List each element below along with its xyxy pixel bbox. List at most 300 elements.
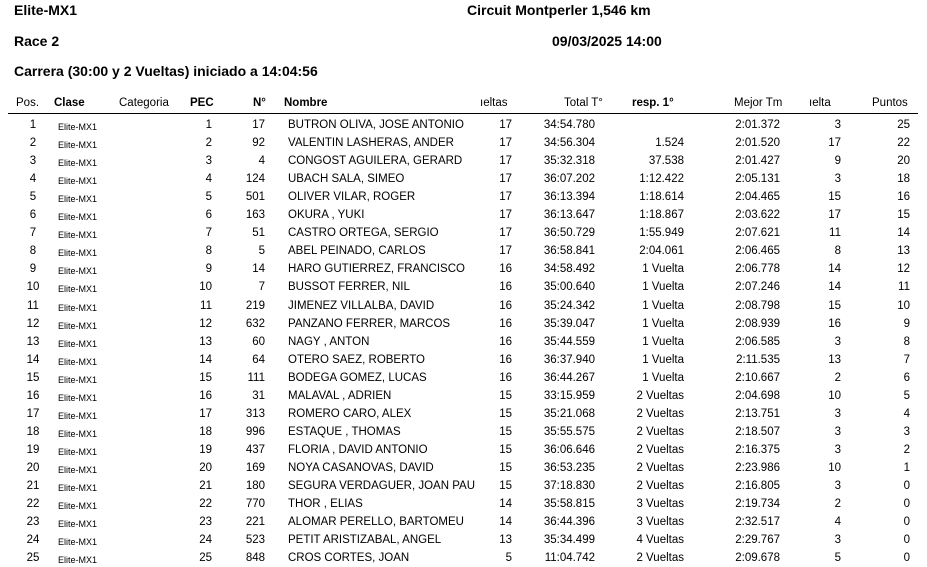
- cell-pec: 23: [199, 516, 212, 529]
- cell-clase: Elite-MX1: [58, 392, 98, 403]
- cell-vueltas: 16: [499, 281, 512, 294]
- cell-vuelta: 3: [834, 335, 841, 348]
- cell-vueltas: 17: [499, 209, 512, 222]
- cell-clase: Elite-MX1: [58, 428, 98, 439]
- cell-pec: 19: [199, 443, 212, 456]
- cell-vueltas: 17: [499, 191, 512, 204]
- cell-puntos: 1: [903, 461, 910, 474]
- cell-puntos: 5: [903, 389, 910, 402]
- cell-vuelta: 4: [834, 516, 841, 529]
- table-row: [0, 531, 927, 549]
- cell-num: 437: [245, 443, 265, 456]
- cell-mejor: 2:32.517: [735, 516, 780, 529]
- cell-vuelta: 10: [828, 389, 841, 402]
- cell-vuelta: 11: [829, 227, 841, 240]
- cell-clase: Elite-MX1: [58, 555, 98, 566]
- cell-total: 36:58.841: [543, 245, 595, 258]
- cell-vuelta: 14: [828, 263, 841, 276]
- cell-clase: Elite-MX1: [58, 302, 98, 313]
- cell-mejor: 2:05.131: [735, 173, 780, 186]
- cell-num: 163: [245, 209, 265, 222]
- table-row: [0, 315, 927, 333]
- cell-total: 35:55.575: [543, 425, 595, 438]
- cell-pec: 9: [205, 263, 212, 276]
- cell-vueltas: 16: [499, 299, 512, 312]
- cell-pec: 22: [199, 498, 212, 511]
- cell-clase: Elite-MX1: [58, 537, 98, 548]
- cell-total: 35:32.318: [543, 155, 595, 168]
- cell-total: 35:21.068: [543, 407, 595, 420]
- cell-mejor: 2:06.465: [735, 245, 780, 258]
- cell-mejor: 2:01.427: [735, 155, 780, 168]
- cell-total: 37:18.830: [543, 480, 595, 492]
- cell-vueltas: 16: [499, 335, 512, 348]
- cell-pos: 2: [29, 137, 37, 150]
- cell-clase: Elite-MX1: [58, 374, 98, 385]
- cell-vueltas: 15: [499, 461, 512, 474]
- cell-resp: 4 Vueltas: [636, 534, 684, 547]
- cell-total: 36:37.940: [543, 353, 595, 366]
- cell-mejor: 2:06.778: [735, 263, 780, 276]
- cell-nombre: VALENTIN LASHERAS, ANDER: [288, 137, 454, 150]
- cell-clase: Elite-MX1: [58, 230, 98, 241]
- cell-total: 35:34.499: [543, 534, 595, 547]
- cell-total: 33:15.959: [543, 389, 595, 402]
- col-clase: Clase: [54, 97, 85, 109]
- cell-clase: Elite-MX1: [58, 266, 98, 277]
- table-row: [0, 116, 927, 134]
- cell-vuelta: 2: [834, 498, 841, 511]
- cell-resp: 2 Vueltas: [636, 552, 684, 565]
- cell-puntos: 9: [903, 317, 910, 330]
- cell-resp: 3 Vueltas: [636, 498, 684, 511]
- cell-puntos: 0: [903, 552, 910, 565]
- cell-vuelta: 3: [834, 480, 841, 492]
- cell-mejor: 2:08.798: [735, 299, 780, 312]
- table-row: [0, 405, 927, 423]
- col-nombre: Nombre: [284, 97, 328, 109]
- cell-pec: 11: [200, 299, 212, 312]
- cell-resp: 1:18.614: [639, 191, 684, 204]
- cell-resp: 1 Vuelta: [642, 335, 684, 348]
- cell-vuelta: 15: [828, 299, 841, 312]
- table-row: [0, 260, 927, 278]
- cell-puntos: 25: [897, 119, 910, 131]
- cell-pec: 17: [199, 407, 212, 420]
- cell-vuelta: 15: [828, 191, 841, 204]
- cell-mejor: 2:16.805: [735, 480, 780, 492]
- cell-vueltas: 17: [499, 155, 512, 168]
- cell-nombre: FLORIA , DAVID ANTONIO: [288, 443, 428, 456]
- cell-num: 313: [245, 407, 265, 420]
- cell-nombre: CROS CORTES, JOAN: [288, 552, 410, 565]
- cell-mejor: 2:11.535: [736, 353, 780, 366]
- cell-vueltas: 16: [499, 263, 512, 276]
- cell-total: 35:00.640: [543, 281, 595, 294]
- cell-mejor: 2:13.751: [735, 407, 780, 420]
- cell-resp: 3 Vueltas: [636, 516, 684, 529]
- table-row: [0, 387, 927, 405]
- cell-clase: Elite-MX1: [58, 122, 98, 132]
- cell-clase: Elite-MX1: [58, 446, 98, 457]
- cell-vueltas: 14: [499, 516, 512, 529]
- cell-total: 36:50.729: [543, 227, 595, 240]
- cell-nombre: MALAVAL , ADRIEN: [288, 389, 392, 402]
- cell-vueltas: 5: [505, 552, 512, 565]
- col-puntos: Puntos: [872, 97, 908, 109]
- cell-pec: 15: [199, 371, 212, 384]
- cell-puntos: 18: [897, 173, 910, 186]
- col-categoria: Categoria: [119, 97, 169, 109]
- cell-vuelta: 3: [834, 443, 841, 456]
- cell-vueltas: 15: [499, 480, 512, 492]
- cell-vuelta: 9: [834, 155, 841, 168]
- cell-total: 35:44.559: [543, 335, 595, 348]
- cell-clase: Elite-MX1: [58, 140, 98, 151]
- col-pos: Pos.: [16, 97, 40, 109]
- cell-num: 92: [252, 137, 265, 150]
- cell-pos: 20: [26, 461, 40, 474]
- cell-total: 11:04.742: [544, 552, 595, 565]
- cell-num: 219: [245, 299, 265, 312]
- cell-clase: Elite-MX1: [58, 158, 98, 169]
- cell-pos: 3: [29, 155, 37, 168]
- cell-clase: Elite-MX1: [58, 501, 98, 512]
- cell-num: 64: [252, 353, 265, 366]
- cell-resp: 2 Vueltas: [636, 425, 684, 438]
- cell-nombre: CASTRO ORTEGA, SERGIO: [288, 227, 439, 240]
- cell-total: 36:44.396: [543, 516, 595, 529]
- cell-pec: 5: [205, 191, 212, 204]
- cell-pos: 12: [26, 317, 40, 330]
- cell-pos: 19: [26, 443, 40, 456]
- cell-clase: Elite-MX1: [58, 410, 98, 421]
- cell-mejor: 2:23.986: [735, 461, 780, 474]
- cell-mejor: 2:04.465: [735, 191, 780, 204]
- cell-pos: 16: [26, 389, 40, 402]
- cell-resp: 1:18.867: [639, 209, 684, 222]
- cell-num: 523: [245, 534, 265, 547]
- table-row: [0, 441, 927, 459]
- cell-vueltas: 15: [499, 389, 512, 402]
- cell-mejor: 2:03.622: [735, 209, 780, 222]
- cell-puntos: 13: [897, 245, 910, 258]
- header-divider: [8, 113, 918, 114]
- cell-clase: Elite-MX1: [58, 356, 98, 367]
- cell-num: 17: [252, 119, 265, 131]
- cell-mejor: 2:01.520: [735, 137, 780, 150]
- table-row: [0, 206, 927, 224]
- cell-resp: 2 Vueltas: [636, 480, 684, 492]
- cell-resp: 2 Vueltas: [636, 443, 684, 456]
- cell-nombre: OLIVER VILAR, ROGER: [288, 191, 416, 204]
- cell-vuelta: 8: [834, 245, 841, 258]
- cell-nombre: PETIT ARISTIZABAL, ANGEL: [288, 534, 442, 547]
- cell-puntos: 20: [897, 155, 910, 168]
- cell-pos: 22: [26, 498, 40, 511]
- cell-clase: Elite-MX1: [58, 284, 98, 295]
- cell-vueltas: 17: [499, 245, 512, 258]
- cell-puntos: 0: [903, 480, 910, 492]
- cell-resp: 1 Vuelta: [642, 353, 684, 366]
- cell-num: 124: [245, 173, 265, 186]
- cell-num: 221: [245, 516, 265, 529]
- cell-puntos: 8: [903, 335, 910, 348]
- cell-pec: 20: [199, 461, 212, 474]
- table-row: [0, 152, 927, 170]
- cell-mejor: 2:06.585: [735, 335, 780, 348]
- cell-vuelta: 3: [834, 534, 841, 547]
- cell-clase: Elite-MX1: [58, 248, 98, 259]
- table-row: [0, 423, 927, 441]
- table-row: [0, 297, 927, 315]
- cell-resp: 2 Vueltas: [636, 407, 684, 420]
- cell-puntos: 12: [897, 263, 910, 276]
- cell-vueltas: 13: [499, 534, 512, 547]
- circuit-title: Circuit Montperler 1,546 km: [467, 2, 651, 18]
- cell-mejor: 2:07.621: [735, 227, 780, 240]
- cell-pec: 12: [199, 317, 212, 330]
- cell-clase: Elite-MX1: [58, 320, 98, 331]
- cell-pec: 1: [205, 119, 212, 131]
- cell-vueltas: 17: [499, 173, 512, 186]
- cell-clase: Elite-MX1: [58, 464, 98, 475]
- cell-clase: Elite-MX1: [58, 483, 98, 493]
- cell-pos: 23: [26, 516, 40, 529]
- cell-nombre: SEGURA VERDAGUER, JOAN PAU: [288, 480, 476, 492]
- cell-pec: 8: [205, 245, 212, 258]
- cell-pos: 4: [29, 173, 37, 186]
- cell-puntos: 7: [903, 353, 910, 366]
- table-row: [0, 549, 927, 567]
- cell-pos: 15: [26, 371, 40, 384]
- cell-pos: 24: [26, 534, 40, 547]
- cell-pec: 4: [205, 173, 212, 186]
- table-row: [0, 134, 927, 152]
- cell-pos: 6: [29, 209, 37, 222]
- cell-pos: 11: [27, 299, 39, 312]
- cell-resp: 37.538: [648, 155, 684, 168]
- cell-num: 996: [245, 425, 265, 438]
- cell-vuelta: 14: [828, 281, 841, 294]
- cell-vueltas: 16: [499, 353, 512, 366]
- cell-puntos: 11: [898, 281, 910, 294]
- cell-puntos: 3: [903, 425, 910, 438]
- cell-pos: 1: [29, 119, 37, 131]
- cell-vuelta: 17: [828, 137, 841, 150]
- cell-resp: 1 Vuelta: [642, 281, 684, 294]
- cell-mejor: 2:07.246: [735, 281, 780, 294]
- cell-pec: 7: [205, 227, 212, 240]
- cell-pos: 8: [29, 245, 37, 258]
- cell-num: 770: [245, 498, 265, 511]
- cell-pec: 6: [205, 209, 212, 222]
- cell-vuelta: 3: [834, 119, 841, 131]
- cell-vueltas: 17: [499, 137, 512, 150]
- col-pec: PEC: [190, 97, 214, 109]
- cell-nombre: NOYA CASANOVAS, DAVID: [288, 461, 434, 474]
- cell-vueltas: 16: [499, 371, 512, 384]
- cell-pos: 5: [29, 191, 37, 204]
- cell-total: 34:54.780: [543, 119, 595, 131]
- table-row: [0, 495, 927, 513]
- cell-puntos: 2: [903, 443, 910, 456]
- cell-total: 36:07.202: [543, 173, 595, 186]
- cell-vueltas: 15: [499, 443, 512, 456]
- cell-pec: 18: [199, 425, 212, 438]
- cell-resp: 1 Vuelta: [642, 371, 684, 384]
- cell-total: 36:53.235: [543, 461, 595, 474]
- cell-total: 36:13.647: [543, 209, 595, 222]
- cell-mejor: 2:18.507: [735, 425, 780, 438]
- cell-pec: 14: [199, 353, 212, 366]
- cell-nombre: THOR , ELIAS: [288, 498, 363, 511]
- cell-pos: 9: [29, 263, 37, 276]
- cell-nombre: BODEGA GOMEZ, LUCAS: [288, 371, 427, 384]
- col-vueltas: ıeltas: [480, 97, 508, 109]
- cell-resp: 1 Vuelta: [642, 299, 684, 312]
- cell-pos: 21: [26, 480, 40, 492]
- cell-pec: 21: [199, 480, 212, 492]
- cell-nombre: ALOMAR PERELLO, BARTOMEU: [288, 516, 464, 529]
- cell-nombre: HARO GUTIERREZ, FRANCISCO: [288, 263, 465, 276]
- cell-pos: 17: [26, 407, 40, 420]
- cell-resp: 2 Vueltas: [636, 389, 684, 402]
- cell-pec: 3: [205, 155, 212, 168]
- cell-nombre: UBACH SALA, SIMEO: [288, 173, 405, 186]
- cell-num: 169: [245, 461, 265, 474]
- cell-pos: 10: [26, 281, 40, 294]
- cell-puntos: 15: [897, 209, 910, 222]
- cell-clase: Elite-MX1: [58, 519, 98, 530]
- cell-total: 34:58.492: [543, 263, 595, 276]
- race-title: Race 2: [14, 33, 60, 49]
- cell-nombre: BUSSOT FERRER, NIL: [288, 281, 410, 294]
- col-mejor: Mejor Tm: [734, 97, 783, 109]
- cell-vueltas: 15: [499, 425, 512, 438]
- cell-mejor: 2:09.678: [735, 552, 780, 565]
- cell-mejor: 2:10.667: [735, 371, 780, 384]
- cell-nombre: OTERO SAEZ, ROBERTO: [288, 353, 425, 366]
- cell-pos: 25: [26, 552, 40, 565]
- cell-vuelta: 3: [834, 173, 841, 186]
- cell-puntos: 14: [897, 227, 910, 240]
- cell-resp: 1 Vuelta: [642, 317, 684, 330]
- col-resp: resp. 1°: [632, 97, 674, 109]
- cell-mejor: 2:01.372: [735, 119, 780, 131]
- race-subtitle: Carrera (30:00 y 2 Vueltas) iniciado a 14:04:56: [14, 63, 318, 79]
- cell-vueltas: 17: [499, 119, 512, 131]
- cell-vuelta: 3: [834, 425, 841, 438]
- cell-mejor: 2:19.734: [735, 498, 780, 511]
- cell-pec: 25: [199, 552, 212, 565]
- cell-puntos: 6: [903, 371, 910, 384]
- table-row: [0, 333, 927, 351]
- table-row: [0, 369, 927, 387]
- cell-total: 35:24.342: [543, 299, 595, 312]
- cell-puntos: 10: [897, 299, 910, 312]
- cell-num: 60: [252, 335, 265, 348]
- cell-mejor: 2:08.939: [735, 317, 780, 330]
- table-row: [0, 351, 927, 369]
- table-row: [0, 459, 927, 477]
- cell-resp: 1:55.949: [639, 227, 684, 240]
- cell-num: 31: [252, 389, 265, 402]
- table-row: [0, 170, 927, 188]
- cell-num: 7: [258, 281, 265, 294]
- cell-vuelta: 5: [834, 552, 841, 565]
- cell-vueltas: 14: [499, 498, 512, 511]
- cell-num: 5: [258, 245, 265, 258]
- cell-vuelta: 13: [828, 353, 841, 366]
- cell-nombre: CONGOST AGUILERA, GERARD: [288, 155, 463, 168]
- cell-pos: 14: [26, 353, 40, 366]
- cell-vuelta: 3: [834, 407, 841, 420]
- cell-vuelta: 10: [828, 461, 841, 474]
- cell-nombre: OKURA , YUKI: [288, 209, 365, 222]
- table-row: [0, 477, 927, 495]
- category-title: Elite-MX1: [14, 2, 78, 18]
- col-total: Total T°: [564, 97, 603, 109]
- cell-nombre: NAGY , ANTON: [288, 335, 370, 348]
- cell-num: 632: [245, 317, 265, 330]
- cell-resp: 1.524: [655, 137, 684, 150]
- cell-pec: 24: [199, 534, 212, 547]
- cell-nombre: ABEL PEINADO, CARLOS: [288, 245, 426, 258]
- cell-num: 501: [245, 191, 265, 204]
- cell-num: 4: [258, 155, 265, 168]
- cell-resp: 1:12.422: [639, 173, 684, 186]
- cell-total: 35:39.047: [543, 317, 595, 330]
- cell-vuelta: 2: [834, 371, 841, 384]
- race-datetime: 09/03/2025 14:00: [552, 33, 662, 49]
- col-vuelta: ıelta: [809, 97, 831, 109]
- cell-total: 36:13.394: [543, 191, 595, 204]
- cell-total: 34:56.304: [543, 137, 595, 150]
- table-row: [0, 188, 927, 206]
- cell-pos: 13: [26, 335, 40, 348]
- col-num: N°: [253, 97, 266, 109]
- cell-num: 51: [252, 227, 265, 240]
- table-row: [0, 278, 927, 296]
- cell-mejor: 2:16.375: [735, 443, 780, 456]
- cell-puntos: 4: [903, 407, 910, 420]
- cell-vuelta: 16: [828, 317, 841, 330]
- table-row: [0, 242, 927, 260]
- cell-clase: Elite-MX1: [58, 176, 98, 187]
- cell-total: 36:44.267: [543, 371, 595, 384]
- cell-puntos: 16: [897, 191, 910, 204]
- cell-vueltas: 15: [499, 407, 512, 420]
- cell-nombre: ROMERO CARO, ALEX: [288, 407, 412, 420]
- cell-pos: 18: [26, 425, 40, 438]
- cell-num: 180: [245, 480, 265, 492]
- cell-mejor: 2:04.698: [735, 389, 780, 402]
- cell-puntos: 0: [903, 498, 910, 511]
- cell-pos: 7: [29, 227, 37, 240]
- cell-pec: 13: [199, 335, 212, 348]
- cell-pec: 2: [205, 137, 212, 150]
- cell-pec: 16: [199, 389, 212, 402]
- cell-resp: 1 Vuelta: [642, 263, 684, 276]
- cell-nombre: BUTRON OLIVA, JOSE ANTONIO: [288, 119, 464, 131]
- cell-clase: Elite-MX1: [58, 194, 98, 205]
- cell-clase: Elite-MX1: [58, 212, 98, 223]
- cell-vuelta: 17: [828, 209, 841, 222]
- cell-num: 848: [245, 552, 265, 565]
- table-row: [0, 224, 927, 242]
- cell-nombre: ESTAQUE , THOMAS: [288, 425, 401, 438]
